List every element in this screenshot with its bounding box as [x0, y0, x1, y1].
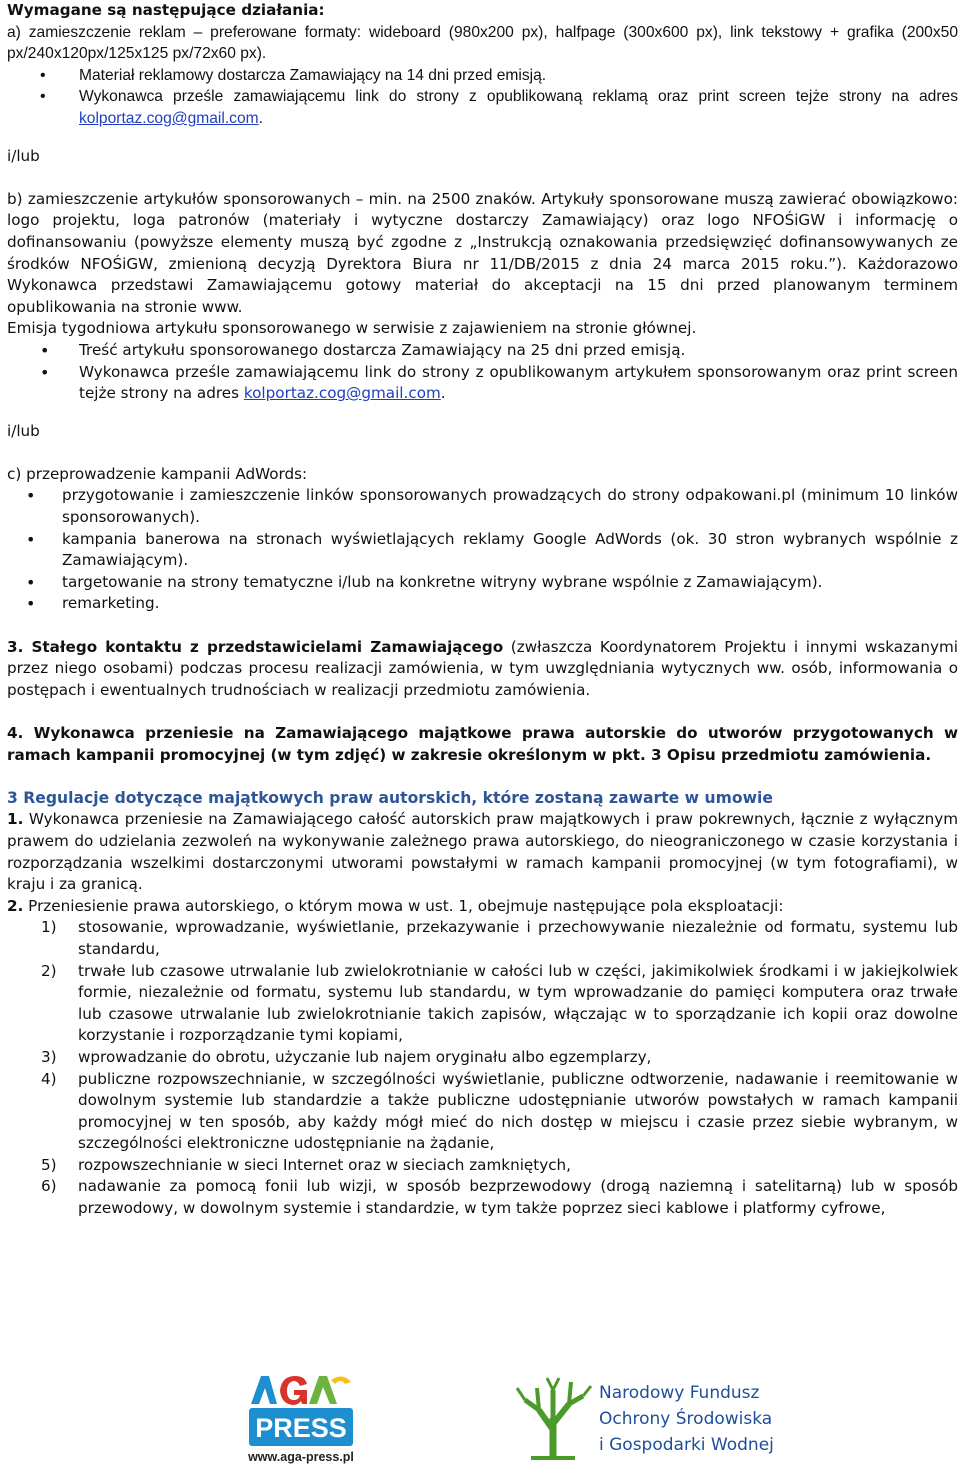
list-item: • przygotowanie i zamieszczenie linków sponsorowanych prowadzących do strony odpakowani.pl (minimum 10 linków sponsorowanych).: [7, 485, 958, 528]
required-actions-heading: Wymagane są następujące działania:: [7, 1, 325, 19]
nfos-line-3: i Gospodarki Wodnej: [599, 1435, 774, 1455]
footer-logos: [0, 1370, 960, 1468]
list-item: • Treść artykułu sponsorowanego dostarcza Zamawiający na 25 dni przed emisją.: [7, 340, 958, 362]
or-label: i/lub: [7, 146, 40, 165]
option-a-text: a) zamieszczenie reklam – preferowane formaty: wideboard (980x200 px), halfpage (300x600 px), link tekstowy + grafika (200x50 px/240x120px/125x125 px/72x60 px).: [7, 23, 958, 63]
regulations-paragraph-1: 1. Wykonawca przeniesie na Zamawiającego całość autorskich praw majątkowych i praw pokrewnych, łącznie z wyłącznym prawem do udzielania zezwoleń na wykonywanie zależnego prawa autorskiego, do nieograniczonego w czasie korzystania i rozporządzania wszelkimi dostarczonymi utworami powstałymi w ramach kampanii promocyjnej (w tym fotografiami), w kraju i za granicą.: [7, 810, 958, 894]
option-b-paragraph: b) zamieszczenie artykułów sponsorowanych – min. na 2500 znaków. Artykuły sponsorowane muszą zawierać obowiązkowo: logo projektu, loga patronów (materiały i wytyczne dostarczy Zamawiający) oraz logo NFOŚiGW i informację o dofinansowaniu (powyższe elementy muszą być zgodne z „Instrukcją oznakowania przedsięwzięć dofinansowywanych ze środków NFOŚiGW, zmienioną decyzją Dyrektora Biura nr 11/DB/2015 z dnia 24 marca 2015 roku.”). Każdorazowo Wykonawca przedstawi Zamawiającemu gotowy materiał do akceptacji na 15 dni przed planowanym terminem opublikowania na stronie www.: [7, 189, 959, 316]
regulations-heading: 3 Regulacje dotyczące majątkowych praw autorskich, które zostaną zawarte w umowie: [7, 788, 773, 807]
aga-url-text: www.aga-press.pl: [248, 1450, 354, 1464]
regulations-paragraph-2: 2. Przeniesienie prawa autorskiego, o którym mowa w ust. 1, obejmuje następujące pola eksploatacji:: [7, 896, 784, 915]
list-item: 1) stosowanie, wprowadzanie, wyświetlanie, przekazywanie i przechowywanie niezależnie od formatu, systemu lub standardu,: [41, 918, 958, 958]
or-label: i/lub: [7, 421, 40, 440]
nfos-line-1: Narodowy Fundusz: [599, 1383, 760, 1403]
list-item: • targetowanie na strony tematyczne i/lub na konkretne witryny wybrane wspólnie z Zamawiającym).: [7, 572, 958, 594]
option-c-bullets: [7, 485, 958, 615]
option-a-bullets: [7, 65, 958, 130]
email-link[interactable]: kolportaz.cog@gmail.com: [243, 384, 441, 403]
list-item: • remarketing.: [7, 593, 958, 615]
option-b-bullets: [7, 340, 958, 405]
option-b-intro: b) zamieszczenie artykułów sponsorowanych – min. na 2500 znaków.: [7, 189, 536, 208]
list-item: 6) nadawanie za pomocą fonii lub wizji, w sposób bezprzewodowy (drogą naziemną i satelitarną) lub w sposób przewodowy, w dowolnym systemie i standardzie, w tym także poprzez sieci kablowe i platformy cyfrowe,: [41, 1177, 958, 1218]
point-4-paragraph: 4. Wykonawca przeniesie na Zamawiającego majątkowe prawa autorskie do utworów przygotowanych w ramach kampanii promocyjnej (w tym zdjęć) w zakresie określonym w pkt. 3 Opisu przedmiotu zamówienia.: [7, 724, 958, 764]
list-item: • Materiał reklamowy dostarcza Zamawiający na 14 dni przed emisją.: [7, 65, 958, 87]
exploitation-fields-list: [7, 917, 958, 1219]
document-page: [7, 0, 958, 1220]
aga-press-logo: [247, 1370, 355, 1465]
list-item: 5) rozpowszechnianie w sieci Internet oraz w sieciach zamkniętych,: [41, 1155, 572, 1174]
list-item: 3) wprowadzanie do obrotu, użyczanie lub najem oryginału albo egzemplarzy,: [41, 1047, 652, 1066]
list-item: • Wykonawca prześle zamawiającemu link do strony z opublikowanym artykułem sponsorowanym oraz print screen tejże strony na adres kolportaz.cog@gmail.com.: [7, 362, 958, 405]
emission-text: Emisja tygodniowa artykułu sponsorowanego w serwisie z zajawieniem na stronie głównej.: [7, 319, 697, 338]
tree-icon: [517, 1378, 591, 1458]
list-item: 2) trwałe lub czasowe utrwalanie lub zwielokrotnianie w całości lub w części, jakimikolwiek środkami i w jakiejkolwiek formie, niezależnie od formatu, systemu lub standardu, w tym wprowadzanie do pamięci komputera oraz trwałe lub czasowe utrwalanie lub zwielokrotnianie takich zapisów, włączając w to sporządzanie ich kopii oraz dowolne korzystanie i rozporządzanie tymi kopiami,: [41, 961, 958, 1045]
list-item: 4) publiczne rozpowszechnianie, w szczególności wyświetlanie, publiczne odtworzenie, nadawanie i reemitowanie w dowolnym systemie lub standardzie a także publiczne udostępnianie utworów powstałych w ramach kampanii promocyjnej w ten sposób, aby każdy mógł mieć do nich dostęp w miejscu i czasie przez siebie wybranym, w szczególności elektroniczne udostępnianie na żądanie,: [41, 1069, 958, 1153]
list-item: • Wykonawca prześle zamawiającemu link do strony z opublikowaną reklamą oraz print screen tejże strony na adres kolportaz.cog@gmail.com.: [7, 86, 958, 129]
nfosigw-logo: [513, 1374, 783, 1462]
email-link[interactable]: kolportaz.cog@gmail.com: [79, 109, 259, 127]
option-c-title: c) przeprowadzenie kampanii AdWords:: [7, 464, 308, 483]
aga-brand-text: PRESS: [255, 1413, 347, 1443]
nfos-line-2: Ochrony Środowiska: [599, 1409, 773, 1429]
point-3-paragraph: 3. Stałego kontaktu z przedstawicielami Zamawiającego (zwłaszcza Koordynatorem Projektu i innymi wskazanymi przez niego osobami) podczas procesu realizacji zamówienia, w tym uwzględniania wytycznych ww. osób, informowania o postępach i ewentualnych trudnościach w realizacji przedmiotu zamówienia.: [7, 637, 958, 699]
list-item: • kampania banerowa na stronach wyświetlających reklamy Google AdWords (ok. 30 stron wybranych wspólnie z Zamawiającym).: [7, 529, 958, 572]
